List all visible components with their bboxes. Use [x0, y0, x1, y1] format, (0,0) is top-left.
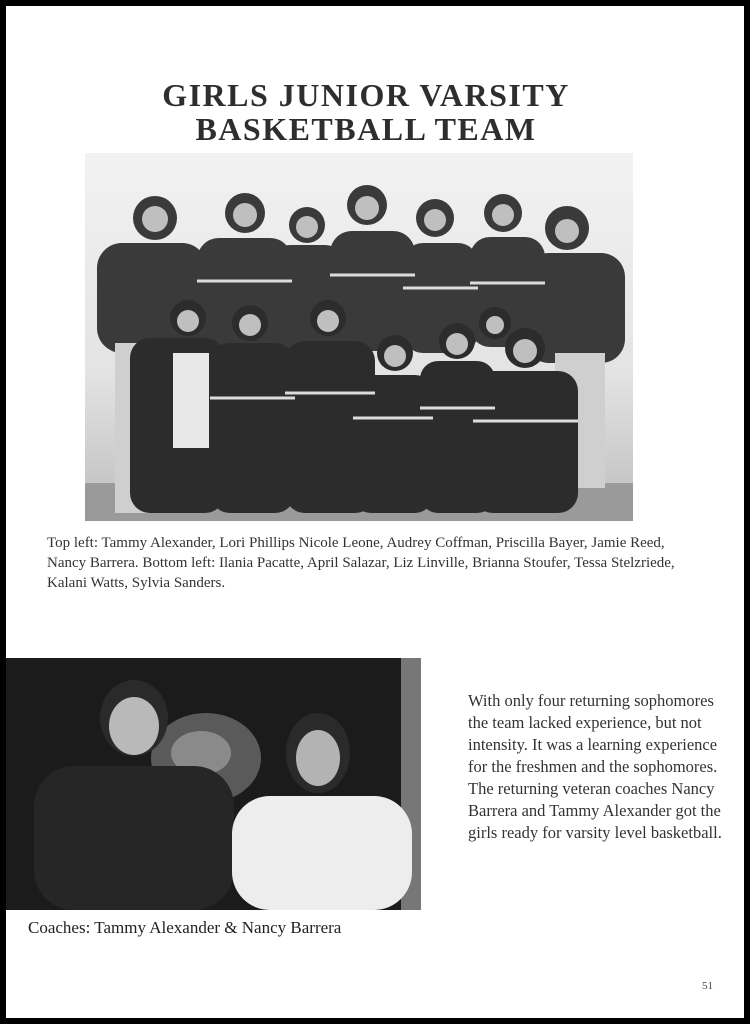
- coaches-photo-caption: Coaches: Tammy Alexander & Nancy Barrera: [28, 918, 342, 937]
- coaches-photo: [6, 658, 421, 910]
- team-photo-caption: Top left: Tammy Alexander, Lori Phillips Nicole Leone, Audrey Coffman, Priscilla Bayer, Jamie Reed, Nancy Barrera. Bottom left: Ilania Pacatte, April Salazar, Liz Linville, Brianna Stoufer, Tessa Stelzriede, Kalani Watts, Sylvia Sanders.: [47, 535, 675, 591]
- coaches-photo-image: [6, 658, 421, 910]
- title-line-1: GIRLS JUNIOR VARSITY: [162, 77, 570, 113]
- page-number: 51: [702, 980, 713, 992]
- yearbook-page: [6, 6, 744, 1018]
- team-photo: [85, 153, 633, 521]
- team-photo-image: [85, 153, 633, 521]
- page-title: [6, 78, 726, 146]
- title-line-2: BASKETBALL TEAM: [195, 111, 537, 147]
- story-text: With only four returning sophomores the team lacked experience, but not intensity. It was a learning experience for the freshmen and the sophomores. The returning veteran coaches Nancy Barrera and Tammy Alexander got the girls ready for varsity level basketball.: [468, 691, 722, 842]
